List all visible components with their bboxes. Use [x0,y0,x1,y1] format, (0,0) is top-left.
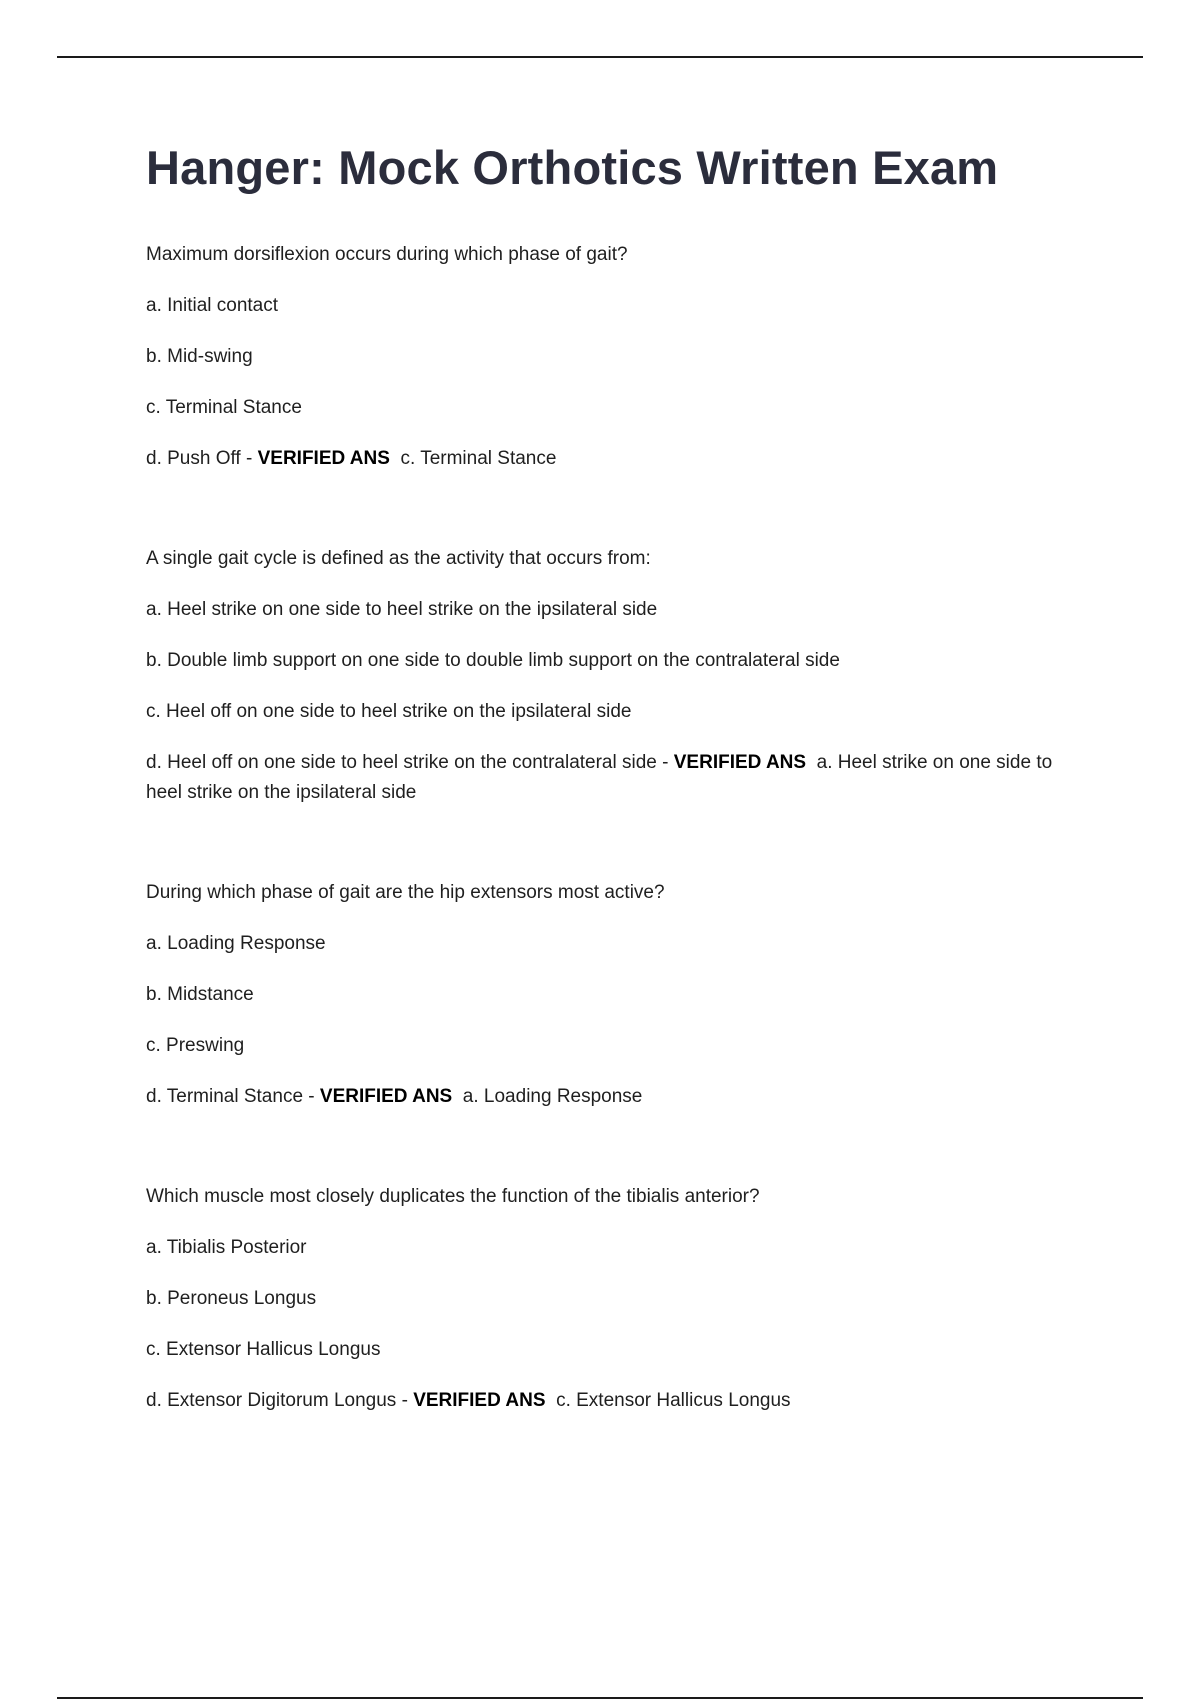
bottom-rule [57,1697,1143,1699]
option-d-with-answer [146,1386,1086,1416]
question-stem: Maximum dorsiflexion occurs during which phase of gait? [146,244,628,265]
option-d-with-answer [146,444,1086,474]
option-b: b. Midstance [146,984,254,1005]
option-d-with-answer [146,1082,1086,1112]
option-a: a. Tibialis Posterior [146,1237,307,1258]
option-c: c. Preswing [146,1035,245,1056]
question-stem: Which muscle most closely duplicates the function of the tibialis anterior? [146,1186,760,1207]
question-block-4 [146,1182,1086,1416]
verified-label: VERIFIED ANS [319,1086,453,1107]
option-a: a. Loading Response [146,933,326,954]
question-block-3 [146,878,1086,1112]
verified-label: VERIFIED ANS [673,752,807,773]
option-d: d. Extensor Digitorum Longus - [146,1390,414,1411]
question-block-1 [146,240,1086,474]
option-d: d. Terminal Stance - [146,1086,320,1107]
verified-label: VERIFIED ANS [413,1390,546,1411]
option-b: b. Peroneus Longus [146,1288,317,1309]
option-d-with-answer [146,748,1086,808]
option-d: d. Push Off - [146,448,258,469]
option-c: c. Terminal Stance [146,397,302,418]
option-b: b. Double limb support on one side to double limb support on the contralateral side [146,650,840,671]
answer-text: c. Extensor Hallicus Longus [556,1390,791,1411]
option-d: d. Heel off on one side to heel strike on the contralateral side - [146,752,674,773]
document-body [146,140,1086,1486]
answer-text: c. Terminal Stance [400,448,557,469]
option-b: b. Mid-swing [146,346,253,367]
option-a: a. Heel strike on one side to heel strike on the ipsilateral side [146,599,658,620]
question-stem: During which phase of gait are the hip extensors most active? [146,882,665,903]
top-rule [57,56,1143,58]
answer-text: a. Loading Response [462,1086,643,1107]
question-block-2 [146,544,1086,808]
document-title: Hanger: Mock Orthotics Written Exam [146,141,999,194]
answer-text: a. Heel strike on one side to heel strike on the ipsilateral side [146,752,1053,803]
option-a: a. Initial contact [146,295,279,316]
option-c: c. Heel off on one side to heel strike on the ipsilateral side [146,701,632,722]
verified-label: VERIFIED ANS [257,448,390,469]
option-c: c. Extensor Hallicus Longus [146,1339,381,1360]
question-stem: A single gait cycle is defined as the activity that occurs from: [146,548,651,569]
